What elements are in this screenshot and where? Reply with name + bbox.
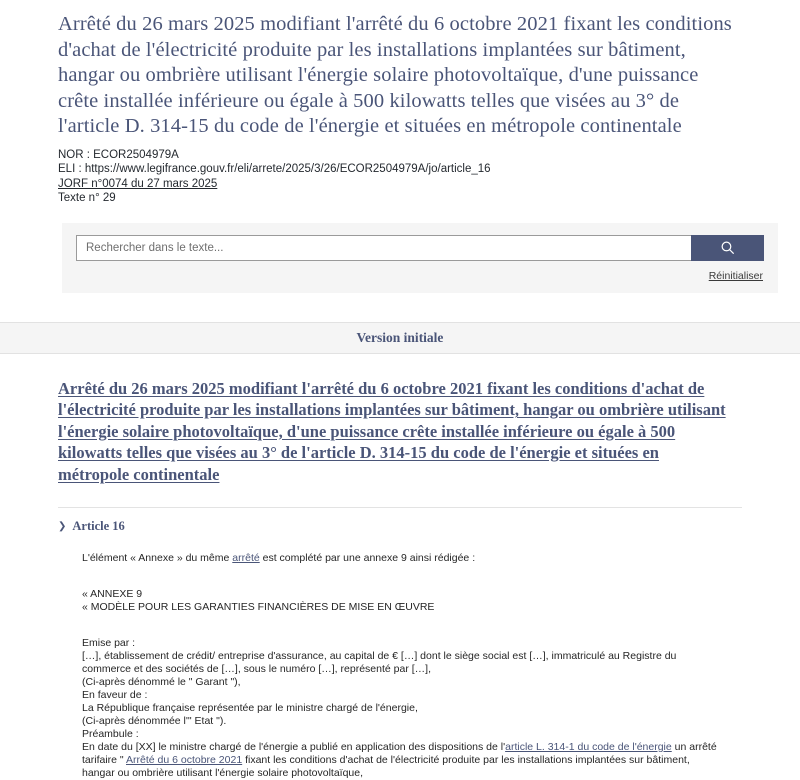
search-panel [62, 223, 778, 293]
search-row [76, 235, 764, 261]
search-input[interactable] [76, 235, 691, 261]
code-energie-link[interactable]: article L. 314-1 du code de l'énergie [505, 741, 672, 753]
body-line-en-faveur-de: En faveur de : [82, 689, 722, 702]
body-line-emise-par: Emise par : [82, 637, 722, 650]
reset-search-link[interactable]: Réinitialiser [709, 270, 763, 282]
search-icon [720, 240, 735, 255]
article-intro-text-after: est complété par une annexe 9 ainsi rédigée : [260, 552, 475, 564]
article-intro-paragraph [82, 552, 722, 565]
body-line-garant: (Ci-après dénommé le " Garant "), [82, 676, 722, 689]
body-line-republique: La République française représentée par le ministre chargé de l'énergie, [82, 702, 722, 715]
preamble-text-part-2: un arrêté tarifaire " [82, 741, 717, 766]
search-reset-row [76, 266, 764, 284]
document-metadata [58, 148, 742, 206]
preamble-paragraph [82, 741, 722, 780]
article-content [0, 378, 800, 780]
arrete-inline-link[interactable]: arrêté [232, 552, 259, 564]
article-divider [58, 507, 742, 508]
article-toggle-row[interactable] [58, 519, 742, 534]
metadata-nor: NOR : ECOR2504979A [58, 148, 742, 163]
spacer [82, 565, 722, 588]
page-title: Arrêté du 26 mars 2025 modifiant l'arrêté du 6 octobre 2021 fixant les conditions d'achat de l'électricité produite par les installations implantées sur bâtiment, hangar ou ombrière utilisant l'énergie solaire photovoltaïque, d'une puissance crête installée inférieure ou égale à 500 kilowatts telles que visées au 3° de l'article D. 314-15 du code de l'énergie et situées en métropole continentale [58, 12, 742, 140]
document-header [0, 0, 800, 206]
preamble-text-part-3: fixant les conditions d'achat de l'électricité produite par les installations implantées sur bâtiment, hangar ou ombrière utilisant l'énergie solaire photovoltaïque, [82, 754, 690, 779]
article-heading: Arrêté du 26 mars 2025 modifiant l'arrêté du 6 octobre 2021 fixant les conditions d'achat de l'électricité produite par les installations implantées sur bâtiment, hangar ou ombrière utilisant l'énergie solaire photovoltaïque, d'une puissance crête installée inférieure ou égale à 500 kilowatts telles que visées au 3° de l'article D. 314-15 du code de l'énergie et situées en métropole continentale [58, 378, 742, 486]
body-line-etat: (Ci-après dénommée l'" Etat "). [82, 715, 722, 728]
annexe-title-line-1: « ANNEXE 9 [82, 588, 722, 601]
metadata-jorf-row [58, 177, 742, 192]
chevron-right-icon[interactable]: ❯ [58, 522, 66, 532]
body-line-etablissement: […], établissement de crédit/ entreprise d'assurance, au capital de € […] dont le siège social est […], immatriculé au Registre du commerce et des sociétés de […], sous le numéro […], représenté par […], [82, 650, 722, 676]
article-link-label[interactable]: Article 16 [72, 519, 124, 534]
preamble-text-part-1: En date du [XX] le ministre chargé de l'énergie a publié en application des dispositions de l' [82, 741, 505, 753]
body-line-preambule: Préambule : [82, 728, 722, 741]
annexe-title-line-2: « MODÈLE POUR LES GARANTIES FINANCIÈRES DE MISE EN ŒUVRE [82, 601, 722, 614]
arrete-6-octobre-2021-link[interactable]: Arrêté du 6 octobre 2021 [126, 754, 242, 766]
metadata-jorf-link[interactable]: JORF n°0074 du 27 mars 2025 [58, 178, 217, 190]
search-submit-button[interactable] [691, 235, 764, 261]
metadata-texte: Texte n° 29 [58, 191, 742, 206]
version-band [0, 322, 800, 354]
metadata-eli: ELI : https://www.legifrance.gouv.fr/eli/arrete/2025/3/26/ECOR2504979A/jo/article_16 [58, 162, 742, 177]
spacer [82, 614, 722, 637]
article-body [58, 552, 742, 780]
article-intro-text-before: L'élément « Annexe » du même [82, 552, 232, 564]
version-band-label: Version initiale [357, 330, 444, 346]
